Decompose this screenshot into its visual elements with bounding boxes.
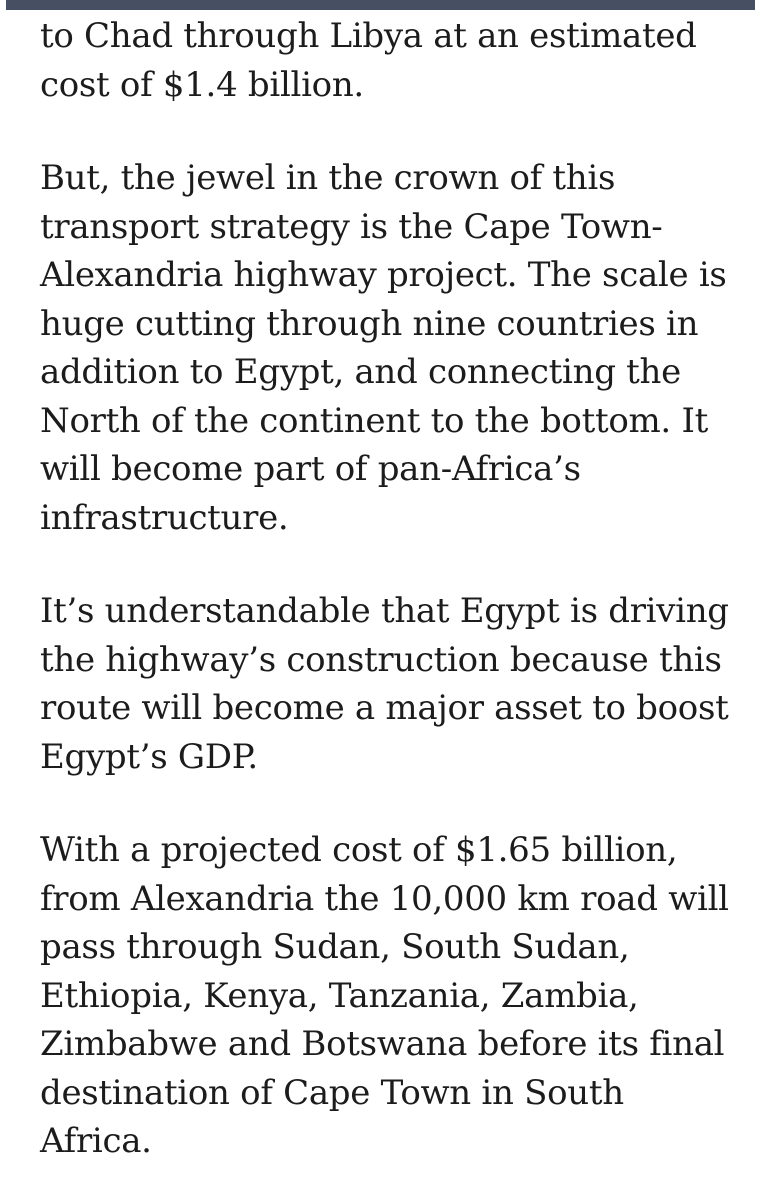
reading-progress-start-marker [0, 0, 6, 10]
article-body [40, 12, 740, 1166]
article-paragraph: to Chad through Libya at an estimated cost of $1.4 billion. [40, 16, 697, 105]
reading-progress-fill [0, 0, 755, 10]
article-paragraph: It’s understandable that Egypt is driving the highway’s construction because this route will become a major asset to boost Egypt’s GDP. [40, 591, 729, 777]
reading-progress-bar [0, 0, 767, 10]
article-paragraph: With a projected cost of $1.65 billion, from Alexandria the 10,000 km road will pass through Sudan, South Sudan, Ethiopia, Kenya, Tanzania, Zambia, Zimbabwe and Botswana before its final destination of Cape Town in South Africa. [40, 830, 729, 1161]
article-paragraph: But, the jewel in the crown of this transport strategy is the Cape Town-Alexandria highway project. The scale is huge cutting through nine countries in addition to Egypt, and connecting the North of the continent to the bottom. It will become part of pan-Africa’s infrastructure. [40, 158, 727, 538]
